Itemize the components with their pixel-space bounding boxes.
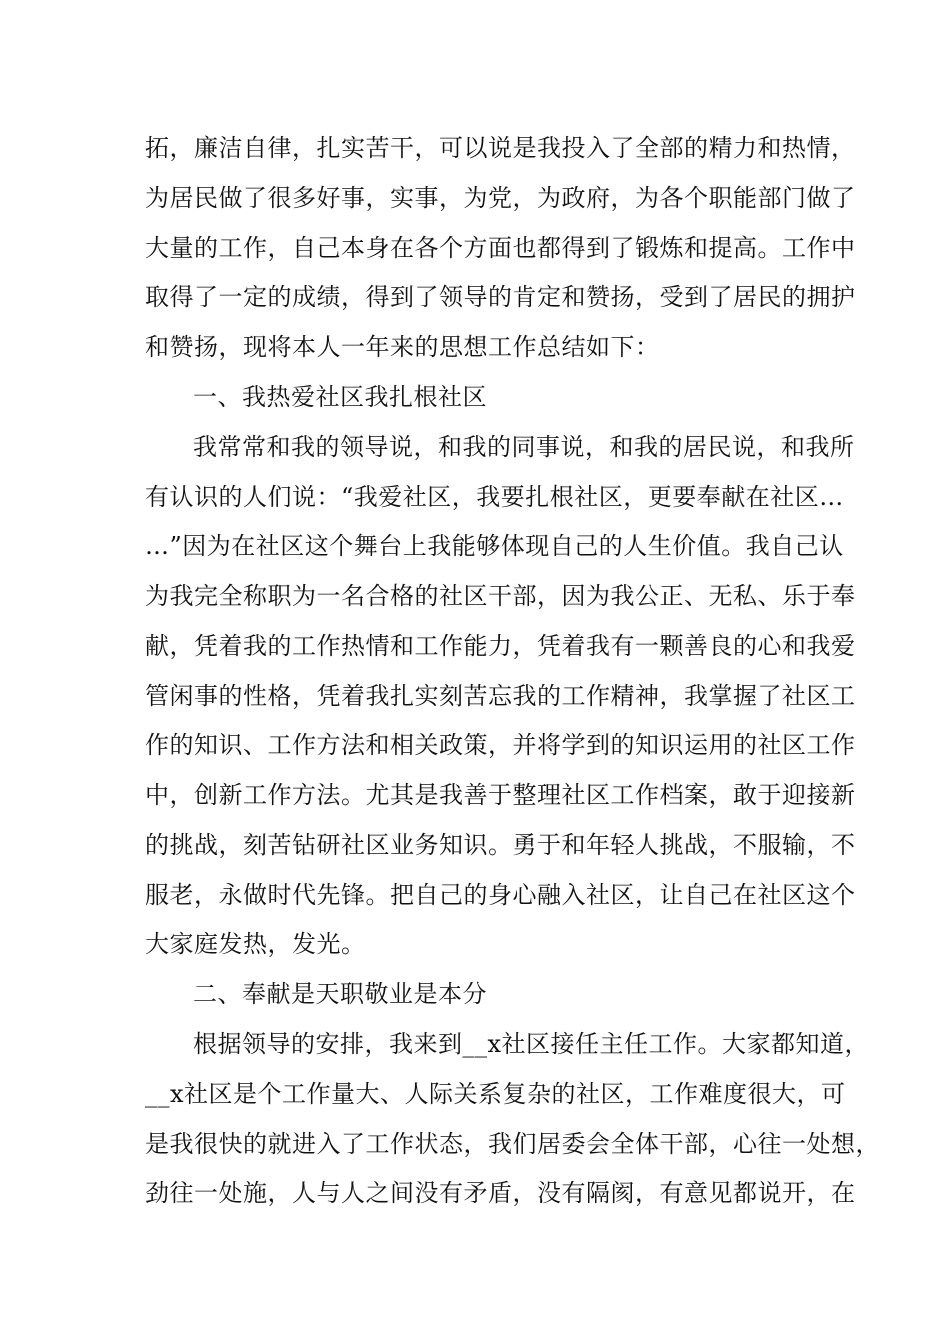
paragraph-line: 作的知识、工作方法和相关政策，并将学到的知识运用的社区工作: [145, 731, 856, 759]
paragraph-line: 中，创新工作方法。尤其是我善于整理社区工作档案，敢于迎接新: [145, 781, 856, 809]
paragraph-line: 大家庭发热，发光。: [145, 930, 366, 958]
paragraph-line: 管闲事的性格，凭着我扎实刻苦忘我的工作精神，我掌握了社区工: [145, 682, 856, 710]
paragraph-line: 有认识的人们说：“我爱社区，我要扎根社区，更要奉献在社区…: [145, 483, 844, 511]
section-heading-2: 二、奉献是天职敬业是本分: [193, 980, 487, 1008]
paragraph-line: 为我完全称职为一名合格的社区干部，因为我公正、无私、乐于奉: [145, 582, 856, 610]
paragraph-line: 献，凭着我的工作热情和工作能力，凭着我有一颗善良的心和我爱: [145, 632, 856, 660]
paragraph-line: 拓，廉洁自律，扎实苦干，可以说是我投入了全部的精力和热情，: [145, 134, 856, 162]
paragraph-line: 是我很快的就进入了工作状态，我们居委会全体干部，心往一处想，: [145, 1130, 880, 1158]
paragraph-line: 和赞扬，现将本人一年来的思想工作总结如下：: [145, 333, 660, 361]
paragraph-line: 根据领导的安排，我来到__x社区接任主任工作。大家都知道，: [193, 1030, 870, 1058]
paragraph-line: 我常常和我的领导说，和我的同事说，和我的居民说，和我所: [193, 433, 855, 461]
paragraph-line: 服老，永做时代先锋。把自己的身心融入社区，让自己在社区这个: [145, 881, 856, 909]
paragraph-line: 为居民做了很多好事，实事，为党，为政府，为各个职能部门做了: [145, 184, 856, 212]
section-heading-1: 一、我热爱社区我扎根社区: [193, 383, 487, 411]
paragraph-line: __x社区是个工作量大、人际关系复杂的社区，工作难度很大，可: [145, 1080, 846, 1108]
paragraph-line: 的挑战，刻苦钻研社区业务知识。勇于和年轻人挑战，不服输，不: [145, 831, 856, 859]
paragraph-line: 大量的工作，自己本身在各个方面也都得到了锻炼和提高。工作中: [145, 234, 856, 262]
paragraph-line: …”因为在社区这个舞台上我能够体现自己的人生价值。我自己认: [145, 532, 844, 560]
paragraph-line: 劲往一处施，人与人之间没有矛盾，没有隔阂，有意见都说开，在: [145, 1179, 856, 1207]
paragraph-line: 取得了一定的成绩，得到了领导的肯定和赞扬，受到了居民的拥护: [145, 283, 856, 311]
